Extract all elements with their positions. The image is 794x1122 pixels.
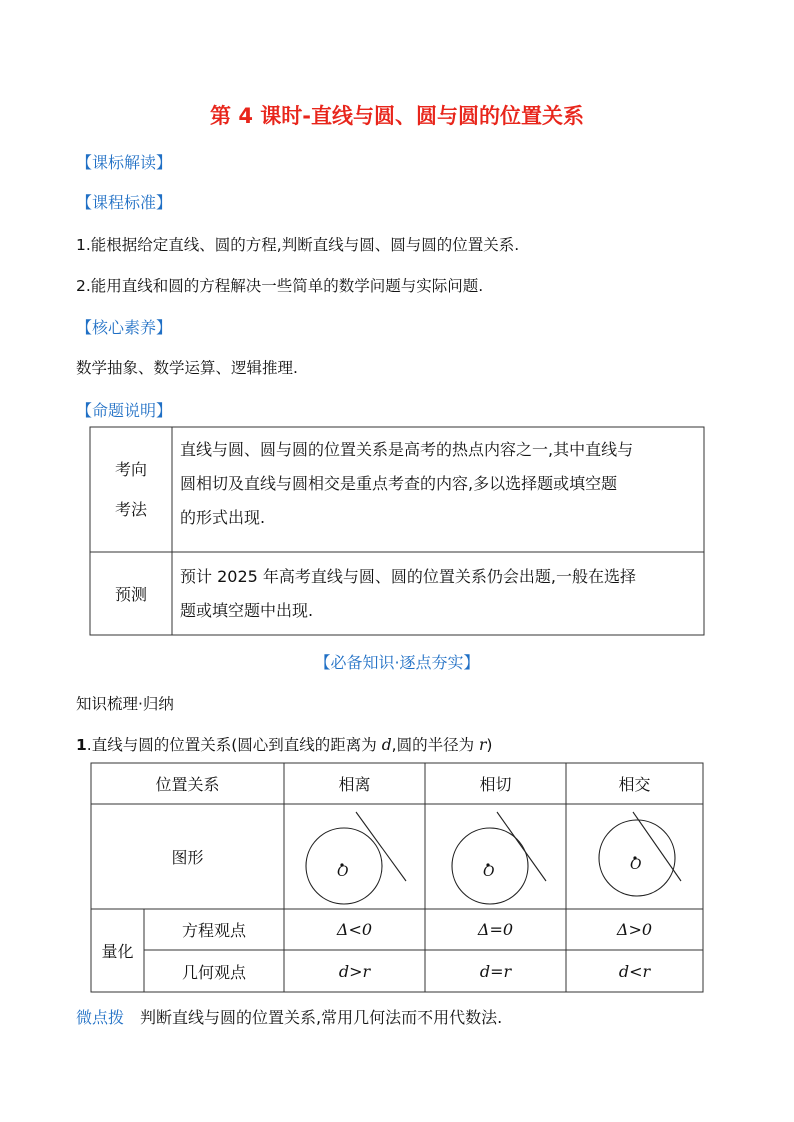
center-label-separate: O bbox=[337, 864, 349, 880]
standard-item-1: 1.能根据给定直线、圆的方程,判断直线与圆、圆与圆的位置关系. bbox=[76, 236, 520, 254]
tip-label: 微点拨 bbox=[76, 1008, 125, 1027]
section-knowledge: 【必备知识·逐点夯实】 bbox=[314, 653, 480, 672]
center-label-intersect: O bbox=[630, 857, 642, 873]
proposition-row1-text-line: 的形式出现. bbox=[180, 508, 266, 527]
equation-value-separate: Δ<0 bbox=[336, 920, 373, 939]
tip-line bbox=[76, 1005, 502, 1028]
section-curriculum-standard: 【课程标准】 bbox=[76, 193, 173, 212]
proposition-row1-label-line2: 考法 bbox=[114, 499, 147, 519]
section-core-literacy: 【核心素养】 bbox=[76, 318, 173, 337]
header-separate: 相离 bbox=[338, 775, 371, 794]
line-tangent bbox=[497, 812, 546, 881]
header-position-relation: 位置关系 bbox=[155, 775, 220, 794]
header-intersect: 相交 bbox=[618, 775, 651, 794]
item1-number: 1 bbox=[76, 736, 87, 754]
core-literacy-text: 数学抽象、数学运算、逻辑推理. bbox=[76, 359, 298, 377]
figure-separate bbox=[306, 812, 406, 904]
geometry-value-separate: d>r bbox=[338, 961, 371, 981]
page-title: 第 4 课时-直线与圆、圆与圆的位置关系 bbox=[210, 104, 584, 128]
geometry-view-label: 几何观点 bbox=[181, 962, 246, 982]
proposition-row1-text-line: 直线与圆、圆与圆的位置关系是高考的热点内容之一,其中直线与 bbox=[180, 440, 634, 459]
item1-text: .直线与圆的位置关系(圆心到直线的距离为 bbox=[86, 736, 382, 754]
figure-tangent bbox=[452, 812, 546, 904]
section-curriculum-reading: 【课标解读】 bbox=[76, 153, 173, 172]
quantify-label: 量化 bbox=[101, 942, 134, 961]
figure-intersect bbox=[599, 812, 681, 896]
item1-mid: ,圆的半径为 bbox=[391, 736, 479, 754]
item1-r: r bbox=[479, 736, 487, 754]
line-separate bbox=[356, 812, 406, 881]
item1-d: d bbox=[381, 736, 392, 754]
tip-text: 判断直线与圆的位置关系,常用几何法而不用代数法. bbox=[140, 1008, 503, 1027]
header-tangent: 相切 bbox=[479, 775, 512, 794]
proposition-row2-text-line: 预计 2025 年高考直线与圆、圆的位置关系仍会出题,一般在选择 bbox=[180, 567, 636, 586]
geometry-value-tangent: d=r bbox=[479, 961, 512, 981]
proposition-row2-label: 预测 bbox=[114, 585, 147, 604]
equation-value-intersect: Δ>0 bbox=[616, 920, 653, 939]
standard-item-2: 2.能用直线和圆的方程解决一些简单的数学问题与实际问题. bbox=[76, 277, 484, 295]
proposition-row2-text-line: 题或填空题中出现. bbox=[180, 601, 314, 620]
knowledge-subtitle: 知识梳理·归纳 bbox=[76, 695, 174, 713]
equation-value-tangent: Δ=0 bbox=[477, 920, 514, 939]
section-proposition: 【命题说明】 bbox=[76, 401, 173, 420]
item1-end: ) bbox=[486, 736, 493, 754]
proposition-row1-text-line: 圆相切及直线与圆相交是重点考查的内容,多以选择题或填空题 bbox=[180, 474, 618, 493]
figure-row-label: 图形 bbox=[171, 848, 204, 867]
geometry-value-intersect: d<r bbox=[618, 961, 651, 981]
equation-view-label: 方程观点 bbox=[181, 921, 246, 940]
center-label-tangent: O bbox=[483, 864, 495, 880]
proposition-row1-label-line1: 考向 bbox=[114, 459, 147, 479]
